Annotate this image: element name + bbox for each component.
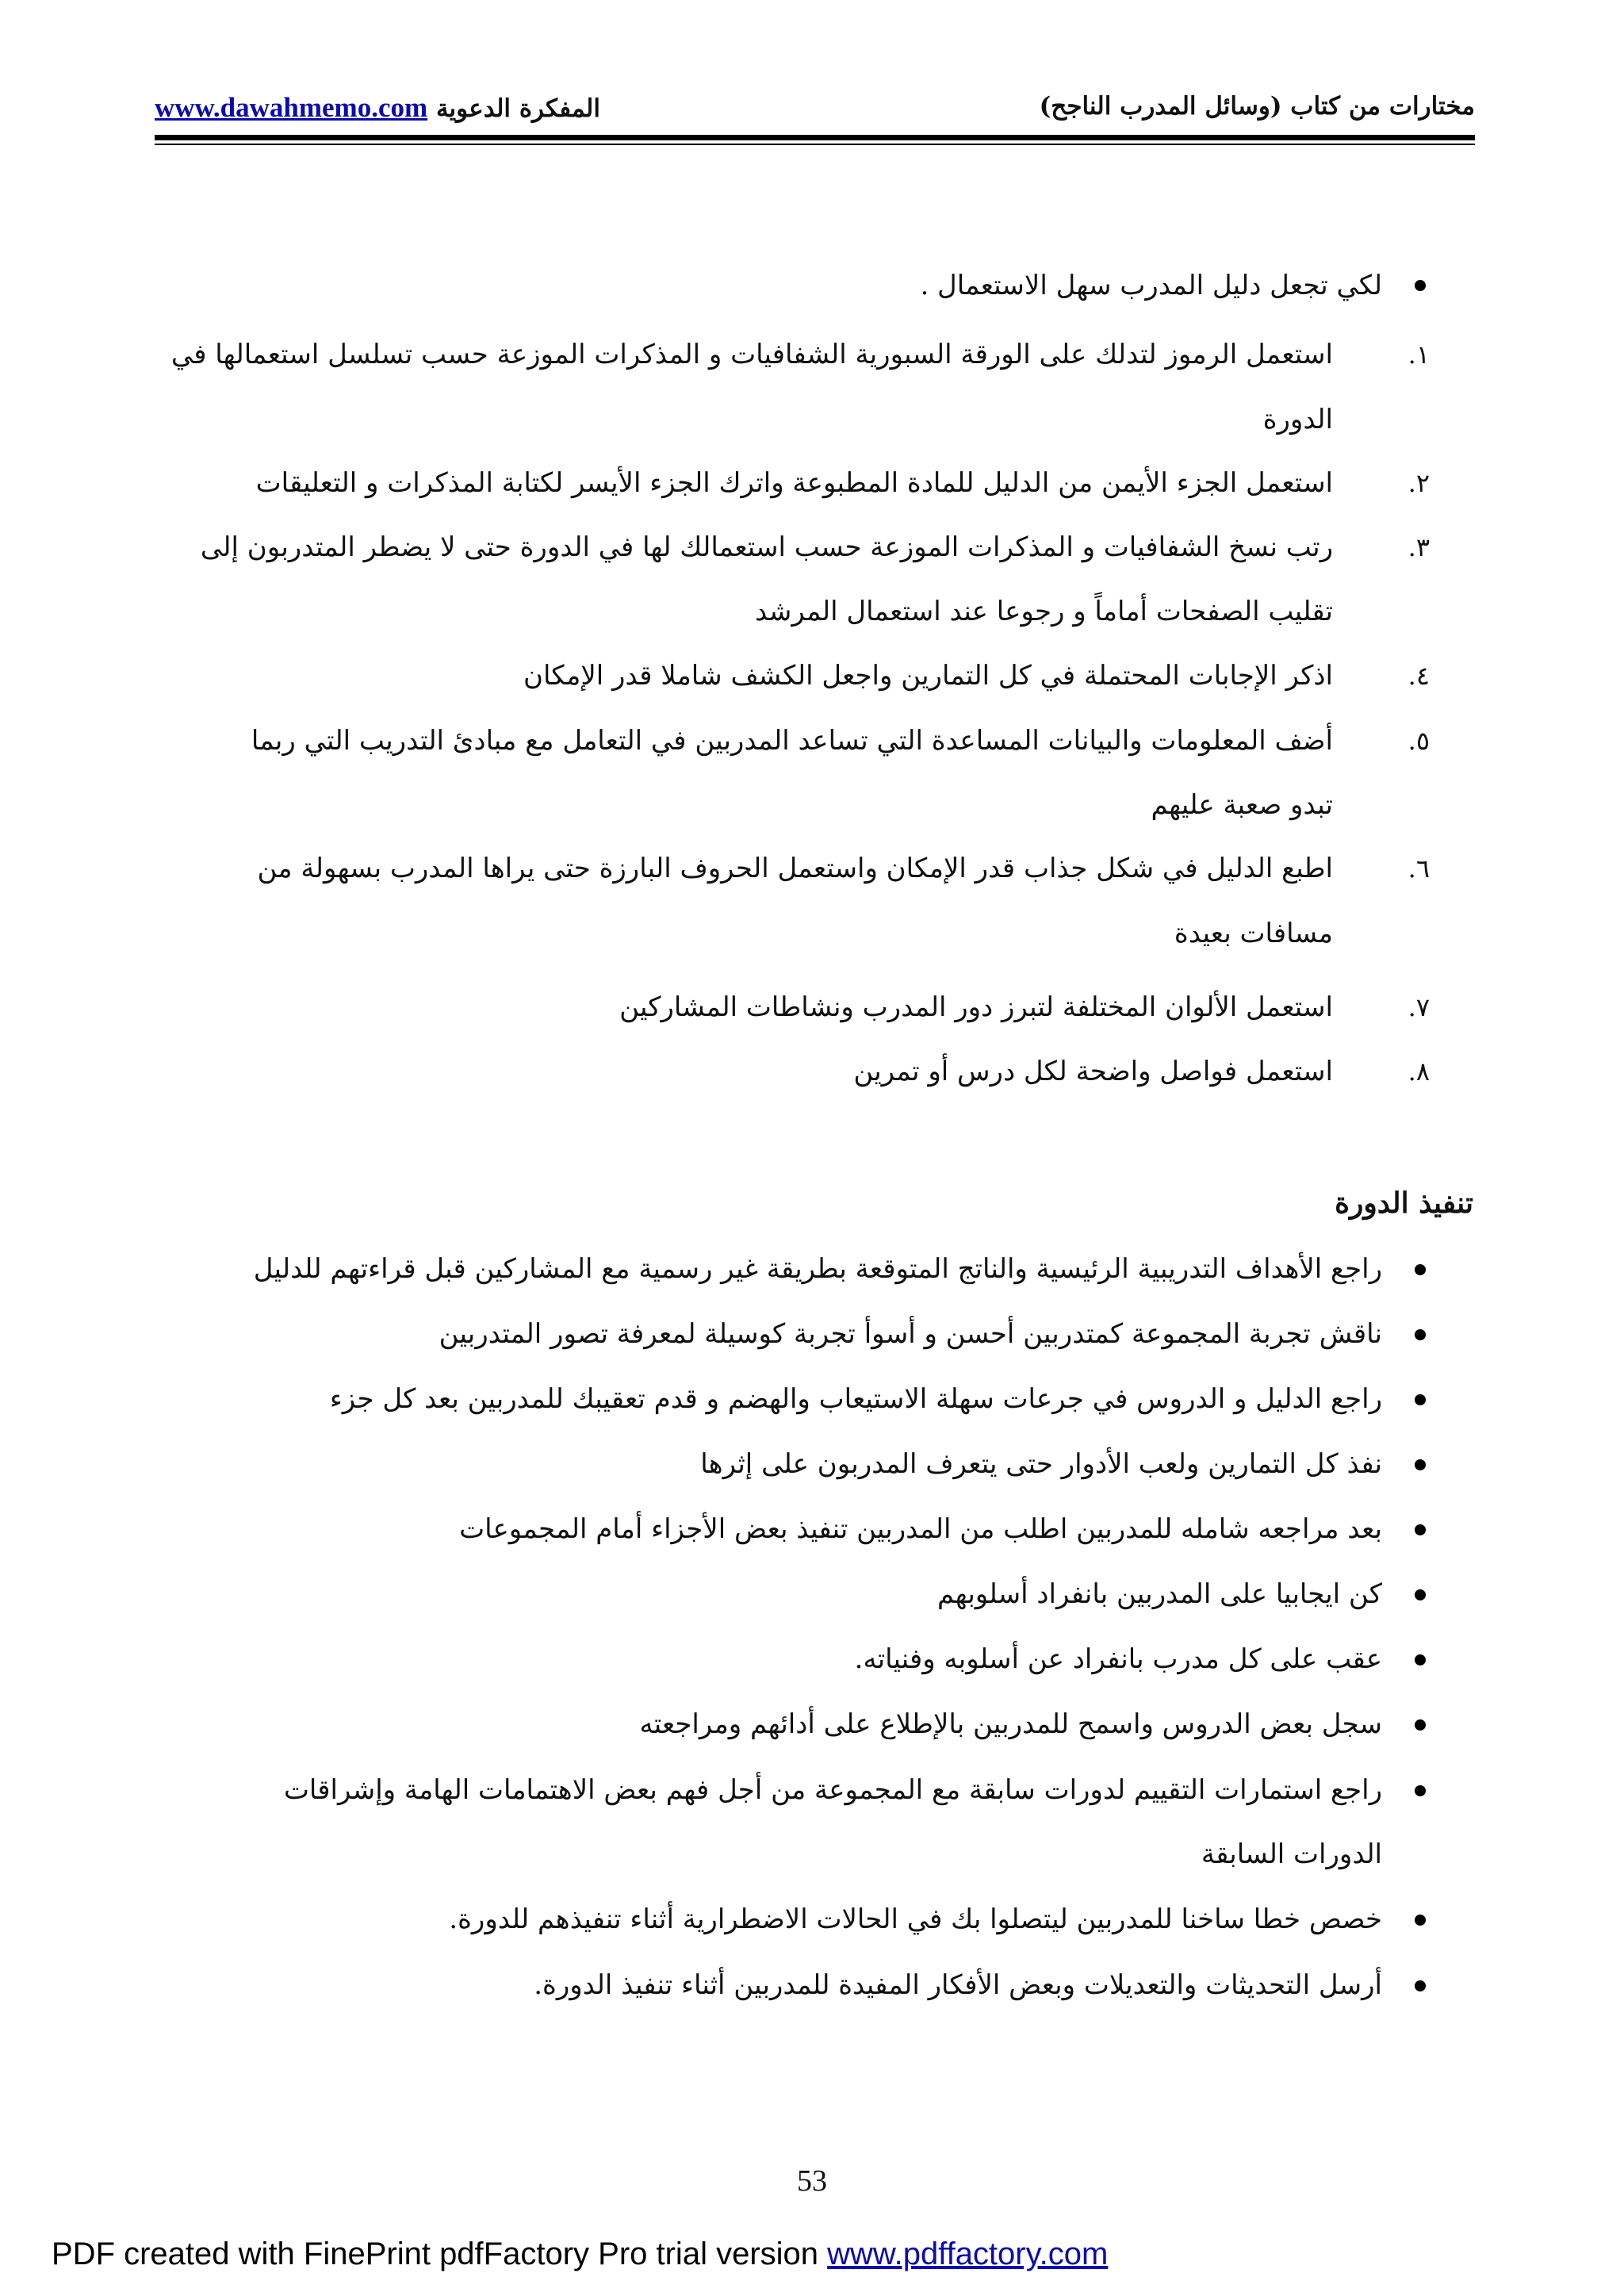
list-item: راجع الدليل و الدروس في جرعات سهلة الاستيعاب والهضم و قدم تعقيبك للمدربين بعد كل جزء xyxy=(329,1383,1382,1415)
list-item-number: ٢. xyxy=(1408,468,1430,498)
list-item: بعد مراجعه شامله للمدربين اطلب من المدربين تنفيذ بعض الأجزاء أمام المجموعات xyxy=(459,1513,1382,1545)
list-item-number: ٤. xyxy=(1408,661,1430,691)
header-rule-thick xyxy=(155,135,1475,140)
list-item: خصص خطا ساخنا للمدربين ليتصلوا بك في الحالات الاضطرارية أثناء تنفيذهم للدورة. xyxy=(449,1903,1382,1935)
pdf-footer xyxy=(52,2237,1108,2272)
list-item-line: رتب نسخ الشفافيات و المذكرات الموزعة حسب استعمالك لها في الدورة حتى لا يضطر المتدربون إلى xyxy=(200,531,1333,563)
list-item: عقب على كل مدرب بانفراد عن أسلوبه وفنياته. xyxy=(854,1643,1382,1675)
header-site-name: المفكرة الدعوية xyxy=(435,94,600,123)
bullet-icon xyxy=(1415,1264,1426,1275)
section-heading: تنفيذ الدورة xyxy=(1335,1186,1473,1220)
list-item-number: ٦. xyxy=(1408,853,1430,884)
list-item: كن ايجابيا على المدربين بانفراد أسلوبهم xyxy=(937,1578,1382,1610)
list-item-continuation: الدورات السابقة xyxy=(1201,1838,1382,1870)
list-item-line: استعمل الرموز لتدلك على الورقة السبورية الشفافيات و المذكرات الموزعة حسب تسلسل استعمالها في xyxy=(170,339,1333,370)
bullet-icon xyxy=(1415,1915,1426,1926)
list-item-number: ٣. xyxy=(1408,532,1430,562)
page-header xyxy=(155,92,1475,133)
list-item-line: اطبع الدليل في شكل جذاب قدر الإمكان واستعمل الحروف البارزة حتى يراها المدرب بسهولة من xyxy=(257,853,1333,884)
list-item: سجل بعض الدروس واسمح للمدربين بالإطلاع على أدائهم ومراجعته xyxy=(639,1708,1382,1740)
list-item: ناقش تجربة المجموعة كمتدربين أحسن و أسوأ تجربة كوسيلة لمعرفة تصور المتدربين xyxy=(439,1318,1382,1350)
header-site xyxy=(155,92,610,124)
list-item-number: ٨. xyxy=(1408,1056,1430,1087)
header-site-link[interactable]: www.dawahmemo.com xyxy=(155,92,428,123)
list-item: راجع الأهداف التدريبية الرئيسية والناتج المتوقعة بطريقة غير رسمية مع المشاركين قبل قراءتهم للدليل xyxy=(253,1253,1382,1285)
bullet-icon xyxy=(1415,1589,1426,1600)
list-item-line: استعمل فواصل واضحة لكل درس أو تمرين xyxy=(853,1056,1333,1087)
bullet-icon xyxy=(1415,1524,1426,1535)
list-item-line: اذكر الإجابات المحتملة في كل التمارين واجعل الكشف شاملا قدر الإمكان xyxy=(523,660,1333,692)
footer-text: PDF created with FinePrint pdfFactory Pro trial version xyxy=(52,2237,828,2271)
bullet-icon xyxy=(1415,1719,1426,1731)
list-item: نفذ كل التمارين ولعب الأدوار حتى يتعرف المدربون على إثرها xyxy=(700,1448,1382,1480)
footer-link[interactable]: www.pdffactory.com xyxy=(827,2237,1109,2271)
bullet-icon xyxy=(1415,1394,1426,1405)
list-item-number: ١. xyxy=(1408,339,1430,370)
list-item-line: أضف المعلومات والبيانات المساعدة التي تساعد المدربين في التعامل مع مبادئ التدريب التي ربما xyxy=(251,725,1333,757)
bullet-icon xyxy=(1415,280,1426,291)
list-item-number: ٧. xyxy=(1408,992,1430,1022)
bullet-icon xyxy=(1415,1459,1426,1470)
list-item: راجع استمارات التقييم لدورات سابقة مع المجموعة من أجل فهم بعض الاهتمامات الهامة وإشراقات xyxy=(283,1774,1382,1806)
header-book-title: مختارات من كتاب (وسائل المدرب الناجح) xyxy=(1039,92,1475,121)
list-item-line: الدورة xyxy=(1262,404,1333,435)
list-item-line: استعمل الجزء الأيمن من الدليل للمادة المطبوعة واترك الجزء الأيسر لكتابة المذكرات و التعليقات xyxy=(255,467,1333,499)
bullet-icon xyxy=(1415,1980,1426,1991)
bullet-icon xyxy=(1415,1785,1426,1796)
list-item: أرسل التحديثات والتعديلات وبعض الأفكار المفيدة للمدربين أثناء تنفيذ الدورة. xyxy=(534,1969,1382,2001)
bullet-icon xyxy=(1415,1654,1426,1665)
header-rule-thin xyxy=(155,144,1475,145)
list-item-line: مسافات بعيدة xyxy=(1174,918,1333,949)
bullet-icon xyxy=(1415,1329,1426,1340)
list-item-line: تبدو صعبة عليهم xyxy=(1151,789,1333,821)
list-item-line: تقليب الصفحات أماماً و رجوعا عند استعمال المرشد xyxy=(755,596,1333,627)
list-item-line: استعمل الألوان المختلفة لتبرز دور المدرب ونشاطات المشاركين xyxy=(619,991,1333,1023)
page-number: 53 xyxy=(797,2164,827,2198)
intro-bullet-text: لكي تجعل دليل المدرب سهل الاستعمال . xyxy=(920,270,1382,301)
list-item-number: ٥. xyxy=(1408,726,1430,756)
